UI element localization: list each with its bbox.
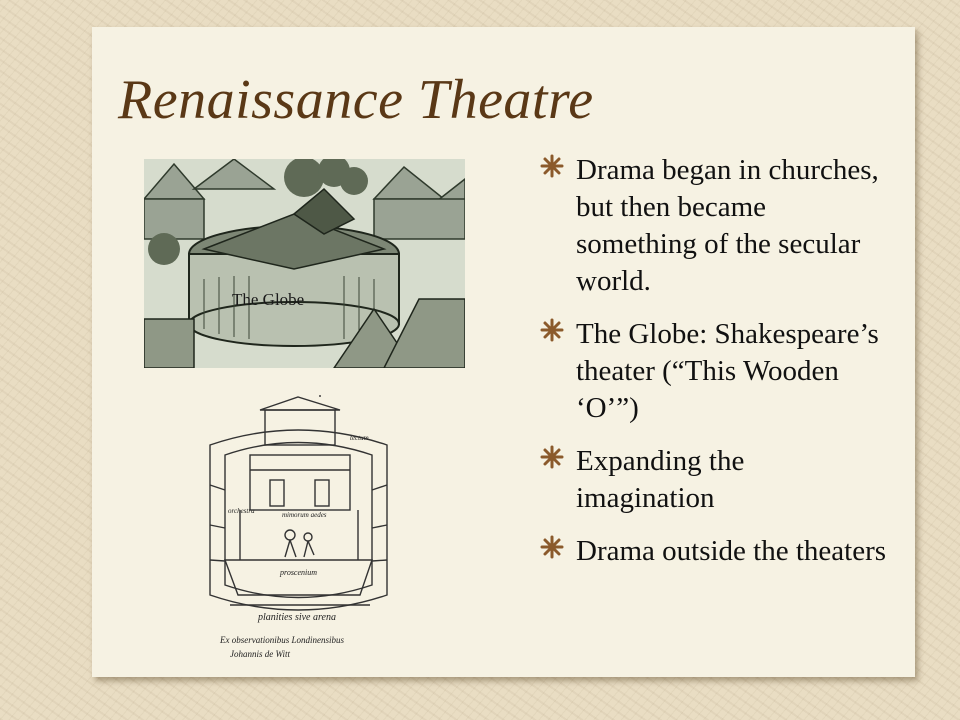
stage-sketch-image xyxy=(200,395,397,667)
asterisk-bullet-icon xyxy=(540,318,564,342)
bullet-item xyxy=(540,152,890,300)
bullet-item xyxy=(540,316,890,427)
bullet-list xyxy=(540,152,890,586)
asterisk-bullet-icon xyxy=(540,535,564,559)
bullet-item xyxy=(540,443,890,517)
stage-inscription-line-1: Ex observationibus Londinensibus xyxy=(220,635,344,645)
bullet-text: Drama began in churches, but then became something of the secular world. xyxy=(576,154,879,297)
bullet-text: The Globe: Shakespeare’s theater (“This Wooden ‘O’”) xyxy=(576,318,879,424)
stage-label-arena: planities sive arena xyxy=(258,612,336,623)
globe-engraving-image xyxy=(144,159,465,368)
stage-label-mimorum: mimorum aedes xyxy=(282,511,327,519)
bullet-text: Expanding the imagination xyxy=(576,445,745,514)
asterisk-bullet-icon xyxy=(540,154,564,178)
globe-caption-label: The Globe xyxy=(232,290,305,309)
bullet-item xyxy=(540,533,890,570)
asterisk-bullet-icon xyxy=(540,445,564,469)
stage-label-proscenium: proscenium xyxy=(280,568,318,577)
slide-title: Renaissance Theatre xyxy=(118,69,594,131)
bullet-text: Drama outside the theaters xyxy=(576,535,887,567)
stage-inscription-line-2: Johannis de Witt xyxy=(230,649,290,659)
stage-label-orchestra: orchestra xyxy=(228,507,255,515)
stage-label-tectum: tectum xyxy=(350,434,369,442)
